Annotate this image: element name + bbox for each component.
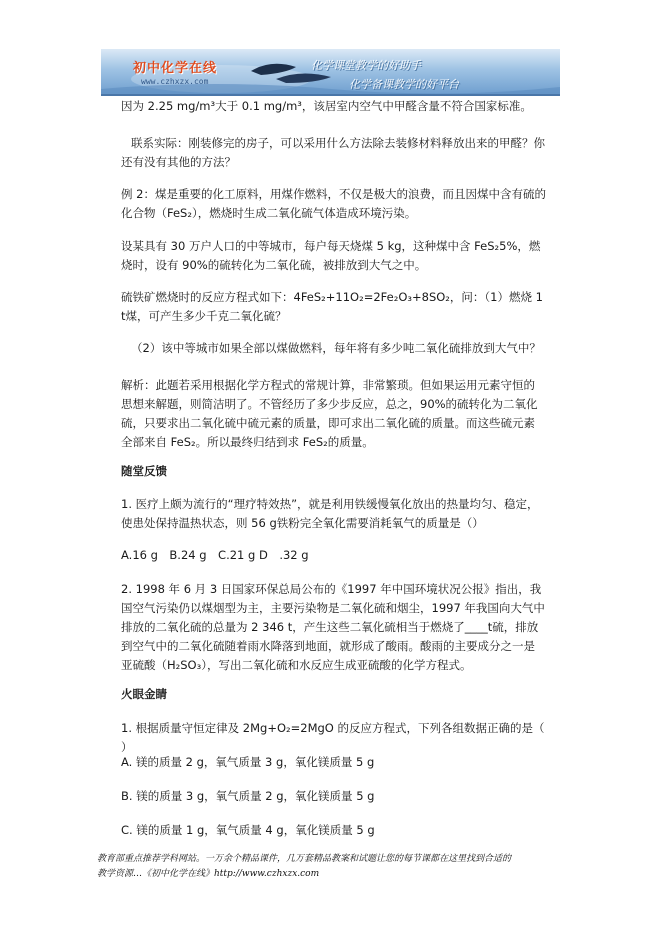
footer-line-2[interactable]: 教学资源…《初中化学在线》http://www.czhxzx.com: [97, 869, 320, 879]
paragraph-reaction-question-1: 硫铁矿燃烧时的反应方程式如下：4FeS₂+11O₂=2Fe₂O₃+8SO₂，问：（1）燃烧 1 t煤，可产生多少千克二氧化硫？: [121, 290, 543, 323]
paragraph-example-2: 例 2：煤是重要的化工原料，用煤作燃料，不仅是极大的浪费，而且因煤中含有硫的化合物（FeS₂），燃烧时生成二氧化硫气体造成环境污染。: [121, 187, 546, 220]
option-c: C. 镁的质量 1 g，氧气质量 4 g，氧化镁质量 5 g: [121, 823, 375, 837]
question-1-feedback: 1. 医疗上颇为流行的“理疗特效热”，就是利用铁缓慢氧化放出的热量均匀、稳定，使患处保持温热状态，则 56 g铁粉完全氧化需要消耗氧气的质量是（）: [121, 497, 539, 530]
paragraph-analysis: 解析：此题若采用根据化学方程式的常规计算，非常繁琐。但如果运用元素守恒的思想来解题，则简洁明了。不管经历了多少步反应，总之，90%的硫转化为二氧化硫，只要求出二氧化硫中硫元素的质量，即可求出二氧化硫的质量。而这些硫元素全部来自 FeS₂。所以最终归结到求 FeS₂的质量。: [121, 378, 538, 449]
paragraph-city-setup: 设某具有 30 万户人口的中等城市，每户每天烧煤 5 kg，这种煤中含 FeS₂5%，燃烧时，设有 90%的硫转化为二氧化硫，被排放到大气之中。: [121, 239, 541, 272]
option-a: A. 镁的质量 2 g，氧气质量 3 g，氧化镁质量 5 g: [121, 755, 375, 769]
slogan-line-1: 化学课堂教学的好助手: [311, 59, 421, 72]
paragraph-practice: 联系实际：刚装修完的房子，可以采用什么方法除去装修材料释放出来的甲醛？你还有没有其他的方法？: [121, 136, 545, 169]
question-1-mass: 1. 根据质量守恒定律及 2Mg+O₂=2MgO 的反应方程式，下列各组数据正确的是（ ）: [121, 721, 545, 754]
question-2-feedback: 2. 1998 年 6 月 3 日国家环保总局公布的《1997 年中国环境状况公报》指出，我国空气污染仍以煤烟型为主，主要污染物是二氧化硫和烟尘，1997 年我国向大气中排放的二氧化硫的总量为 2 346 t，产生这些二氧化硫相当于燃烧了____t硫，排放到空气中的二氧化硫随着雨水降落到地面，就形成了酸雨。酸雨的主要成分之一是亚硫酸（H₂SO₃），写出二氧化硫和水反应生成亚硫酸的化学方程式。: [121, 582, 545, 672]
slogan-line-2: 化学备课教学的好平台: [349, 78, 459, 91]
footer-line-1: 教育部重点推荐学科网站。一万余个精品课件，几万套精品教案和试题让您的每节课都在这里找到合适的: [97, 854, 512, 864]
page-footer: [97, 852, 567, 882]
paragraph-conclusion: 因为 2.25 mg/m³大于 0.1 mg/m³，该居室内空气中甲醛含量不符合国家标准。: [121, 99, 532, 113]
header-banner: [101, 49, 560, 96]
question-1-options: A.16 g B.24 g C.21 g D .32 g: [121, 548, 309, 562]
section-heading-feedback: 随堂反馈: [121, 464, 167, 478]
option-b: B. 镁的质量 3 g，氧气质量 2 g，氧化镁质量 5 g: [121, 789, 375, 803]
section-heading-sharp-eyes: 火眼金睛: [121, 687, 167, 701]
site-logo: 初中化学在线: [133, 61, 218, 76]
site-url: www.czhxzx.com: [141, 77, 209, 86]
paragraph-question-2: （2）该中等城市如果全部以煤做燃料，每年将有多少吨二氧化硫排放到大气中？: [131, 341, 541, 355]
